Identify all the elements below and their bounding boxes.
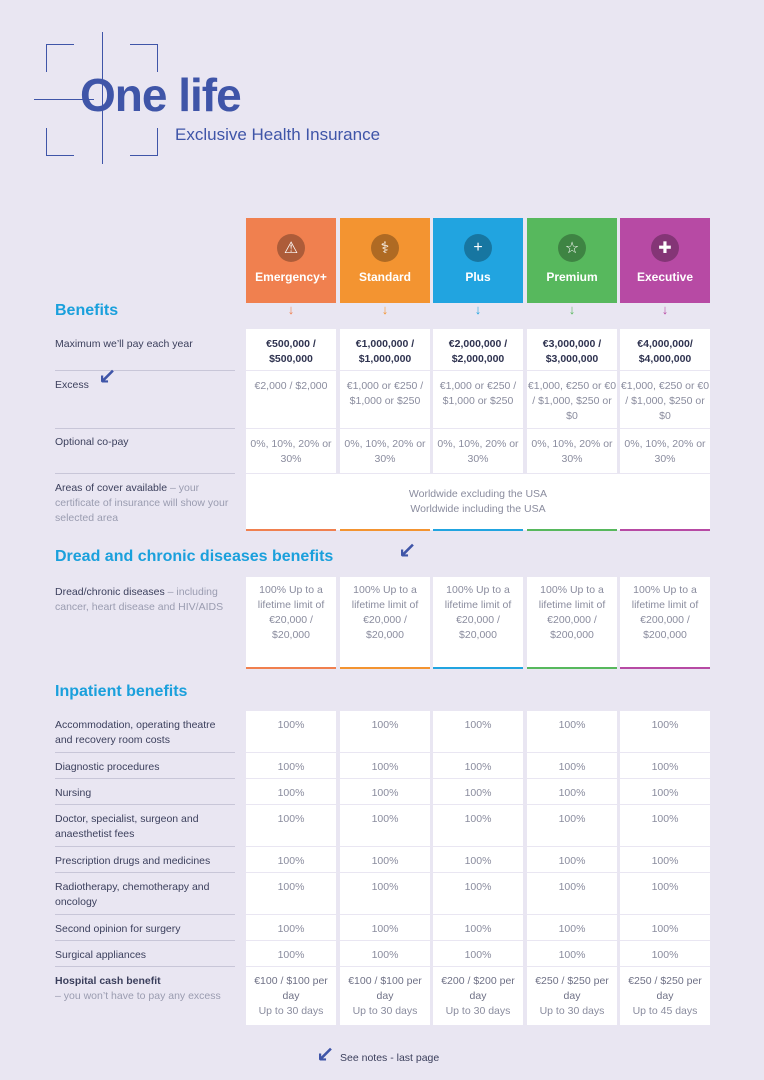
- brand-title: One life: [80, 69, 241, 121]
- plan-header-standard[interactable]: [340, 218, 430, 303]
- inpatient-row-label: Diagnostic procedures: [55, 761, 160, 773]
- hospital-cash-limit: Up to 45 days: [632, 1005, 698, 1017]
- hospital-cash-cell: [246, 967, 336, 1025]
- logo-frame-br: [130, 128, 158, 156]
- dread-cell: 100% Up to a lifetime limit of €200,000 / $200,000: [620, 577, 710, 669]
- areas-option-including: Worldwide including the USA: [410, 503, 546, 515]
- hospital-cash-cell: [340, 967, 430, 1025]
- hospital-cash-label-main: Hospital cash benefit: [55, 975, 161, 987]
- inpatient-row-label: Radiotherapy, chemotherapy and oncology: [55, 881, 210, 908]
- logo: [0, 0, 420, 175]
- section-inpatient-title: Inpatient benefits: [55, 683, 188, 700]
- dread-cell: 100% Up to a lifetime limit of €20,000 / $20,000: [340, 577, 430, 669]
- plan-color-underline: [527, 529, 617, 531]
- down-arrow-icon: ↓: [661, 302, 669, 317]
- areas-cell: [246, 474, 710, 530]
- inpatient-cell: 100%: [527, 873, 617, 914]
- areas-label-main: Areas of cover available: [55, 482, 168, 494]
- hospital-cash-limit: Up to 30 days: [445, 1005, 511, 1017]
- max-pay-cell: €3,000,000 / $3,000,000: [527, 329, 617, 370]
- hospital-cash-label: [55, 974, 235, 1004]
- inpatient-cell: 100%: [433, 711, 523, 752]
- dread-cell: 100% Up to a lifetime limit of €20,000 / $20,000: [246, 577, 336, 669]
- inpatient-cell: 100%: [620, 915, 710, 940]
- plan-header-premium[interactable]: [527, 218, 617, 303]
- hospital-cash-label-sub: – you won’t have to pay any excess: [55, 990, 221, 1002]
- hospital-cash-amount: €100 / $100 per day: [348, 975, 422, 1002]
- inpatient-cell: 100%: [246, 873, 336, 914]
- row-divider: [55, 473, 235, 474]
- inpatient-row-label: Doctor, specialist, surgeon and anaesthetist fees: [55, 813, 199, 840]
- plan-color-underline: [433, 529, 523, 531]
- row-divider: [55, 428, 235, 429]
- dread-cell: 100% Up to a lifetime limit of €20,000 / $20,000: [433, 577, 523, 669]
- inpatient-cell: 100%: [246, 847, 336, 872]
- hospital-cash-limit: Up to 30 days: [539, 1005, 605, 1017]
- row-divider: [55, 940, 235, 941]
- inpatient-cell: 100%: [433, 915, 523, 940]
- row-divider: [55, 966, 235, 967]
- hospital-cash-amount: €250 / $250 per day: [535, 975, 609, 1002]
- plan-header-plus[interactable]: [433, 218, 523, 303]
- hospital-cash-limit: Up to 30 days: [258, 1005, 324, 1017]
- inpatient-cell: 100%: [527, 847, 617, 872]
- max-pay-cell: €500,000 / $500,000: [246, 329, 336, 370]
- arrow-pointer-icon: ↙: [398, 538, 417, 563]
- inpatient-cell: 100%: [527, 915, 617, 940]
- hospital-cash-amount: €250 / $250 per day: [628, 975, 702, 1002]
- excess-label: Excess: [55, 379, 89, 391]
- medical-bag-icon: ✚: [651, 234, 679, 262]
- inpatient-cell: 100%: [246, 711, 336, 752]
- hospital-cash-limit: Up to 30 days: [352, 1005, 418, 1017]
- footer-note: See notes - last page: [340, 1052, 440, 1064]
- max-pay-label: Maximum we’ll pay each year: [55, 338, 193, 350]
- inpatient-cell: 100%: [433, 805, 523, 846]
- dread-label: [55, 585, 235, 615]
- inpatient-row-label: Nursing: [55, 787, 92, 799]
- inpatient-cell: 100%: [620, 873, 710, 914]
- inpatient-cell: 100%: [246, 753, 336, 778]
- warning-icon: ⚠: [277, 234, 305, 262]
- inpatient-cell: 100%: [340, 873, 430, 914]
- inpatient-cell: 100%: [246, 779, 336, 804]
- inpatient-cell: 100%: [620, 753, 710, 778]
- row-divider: [55, 370, 235, 371]
- plan-header-executive[interactable]: [620, 218, 710, 303]
- excess-cell: €1,000, €250 or €0 / $1,000, $250 or $0: [527, 371, 617, 428]
- inpatient-cell: 100%: [527, 711, 617, 752]
- hospital-cash-cell: [433, 967, 523, 1025]
- inpatient-row-label: Accommodation, operating theatre and recovery room costs: [55, 719, 216, 746]
- row-divider: [55, 752, 235, 753]
- copay-cell: 0%, 10%, 20% or 30%: [527, 429, 617, 473]
- row-divider: [55, 804, 235, 805]
- dread-label-main: Dread/chronic diseases: [55, 586, 165, 598]
- inpatient-cell: 100%: [433, 847, 523, 872]
- hospital-cash-cell: [527, 967, 617, 1025]
- inpatient-cell: 100%: [246, 941, 336, 966]
- max-pay-cell: €2,000,000 / $2,000,000: [433, 329, 523, 370]
- logo-frame-tl: [46, 44, 74, 72]
- inpatient-cell: 100%: [340, 915, 430, 940]
- row-divider: [55, 778, 235, 779]
- plan-name: Standard: [358, 270, 411, 284]
- inpatient-cell: 100%: [340, 941, 430, 966]
- areas-option-excluding: Worldwide excluding the USA: [408, 488, 548, 500]
- plan-header-emergency[interactable]: [246, 218, 336, 303]
- plan-name: Emergency+: [255, 270, 327, 284]
- row-divider: [55, 872, 235, 873]
- inpatient-cell: 100%: [246, 915, 336, 940]
- inpatient-cell: 100%: [433, 753, 523, 778]
- inpatient-cell: 100%: [527, 753, 617, 778]
- brand-subtitle: Exclusive Health Insurance: [175, 125, 381, 144]
- inpatient-cell: 100%: [340, 805, 430, 846]
- copay-cell: 0%, 10%, 20% or 30%: [620, 429, 710, 473]
- plan-name: Plus: [465, 270, 491, 284]
- inpatient-cell: 100%: [433, 873, 523, 914]
- copay-cell: 0%, 10%, 20% or 30%: [340, 429, 430, 473]
- row-divider: [55, 846, 235, 847]
- logo-frame-tr: [130, 44, 158, 72]
- inpatient-cell: 100%: [527, 941, 617, 966]
- down-arrow-icon: ↓: [381, 302, 389, 317]
- plus-icon: +: [464, 234, 492, 262]
- copay-label: Optional co-pay: [55, 436, 129, 448]
- down-arrow-icon: ↓: [474, 302, 482, 317]
- logo-frame-bl: [46, 128, 74, 156]
- inpatient-cell: 100%: [620, 805, 710, 846]
- excess-cell: €1,000, €250 or €0 / $1,000, $250 or $0: [620, 371, 710, 428]
- excess-cell: €1,000 or €250 / $1,000 or $250: [340, 371, 430, 428]
- section-dread-title: Dread and chronic diseases benefits: [55, 548, 334, 565]
- copay-cell: 0%, 10%, 20% or 30%: [433, 429, 523, 473]
- inpatient-cell: 100%: [340, 779, 430, 804]
- inpatient-cell: 100%: [246, 805, 336, 846]
- inpatient-cell: 100%: [433, 941, 523, 966]
- down-arrow-icon: ↓: [287, 302, 295, 317]
- inpatient-cell: 100%: [620, 711, 710, 752]
- dread-label-sub: – including cancer, heart disease and HIV/AIDS: [55, 586, 224, 613]
- max-pay-cell: €1,000,000 / $1,000,000: [340, 329, 430, 370]
- inpatient-row-label: Second opinion for surgery: [55, 923, 181, 935]
- inpatient-row-label: Prescription drugs and medicines: [55, 855, 211, 867]
- hospital-cash-amount: €200 / $200 per day: [441, 975, 515, 1002]
- hospital-cash-cell: [620, 967, 710, 1025]
- inpatient-cell: 100%: [527, 805, 617, 846]
- copay-cell: 0%, 10%, 20% or 30%: [246, 429, 336, 473]
- plan-color-underline: [620, 529, 710, 531]
- plan-name: Premium: [546, 270, 598, 284]
- inpatient-cell: 100%: [527, 779, 617, 804]
- areas-label-sub: – your certificate of insurance will show your selected area: [55, 482, 229, 524]
- dread-cell: 100% Up to a lifetime limit of €200,000 / $200,000: [527, 577, 617, 669]
- inpatient-cell: 100%: [340, 847, 430, 872]
- plan-name: Executive: [636, 270, 694, 284]
- plan-color-underline: [246, 529, 336, 531]
- inpatient-cell: 100%: [340, 753, 430, 778]
- down-arrow-icon: ↓: [568, 302, 576, 317]
- stethoscope-icon: ⚕: [371, 234, 399, 262]
- inpatient-cell: 100%: [433, 779, 523, 804]
- arrow-pointer-icon: ↙: [98, 364, 117, 389]
- row-divider: [55, 914, 235, 915]
- inpatient-row-label: Surgical appliances: [55, 949, 147, 961]
- inpatient-cell: 100%: [620, 847, 710, 872]
- areas-label: [55, 481, 235, 526]
- arrow-pointer-icon: ↙: [316, 1042, 335, 1067]
- star-icon: ☆: [558, 234, 586, 262]
- max-pay-cell: €4,000,000/ $4,000,000: [620, 329, 710, 370]
- hospital-cash-amount: €100 / $100 per day: [254, 975, 328, 1002]
- inpatient-cell: 100%: [340, 711, 430, 752]
- section-benefits-title: Benefits: [55, 302, 119, 319]
- excess-cell: €1,000 or €250 / $1,000 or $250: [433, 371, 523, 428]
- inpatient-cell: 100%: [620, 941, 710, 966]
- plan-color-underline: [340, 529, 430, 531]
- inpatient-cell: 100%: [620, 779, 710, 804]
- excess-cell: €2,000 / $2,000: [246, 371, 336, 428]
